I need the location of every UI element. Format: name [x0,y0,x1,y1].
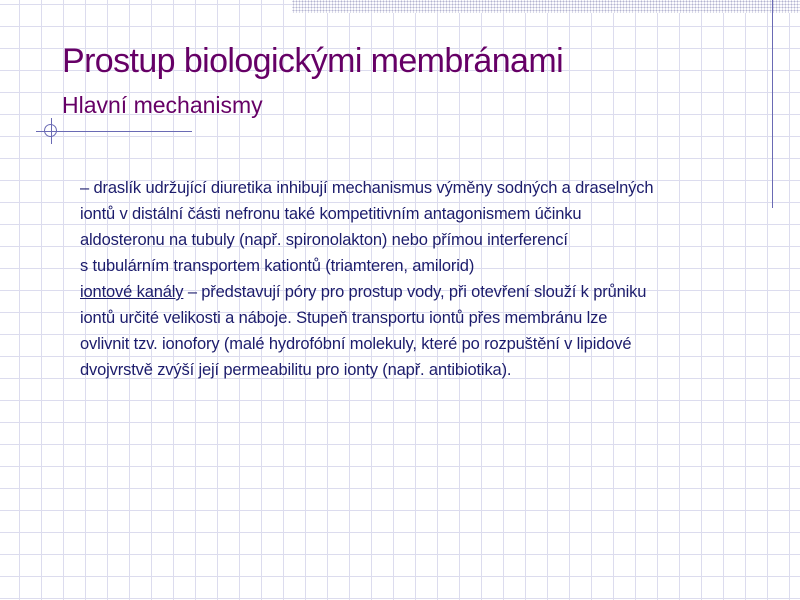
text-line: – draslík udržující diuretika inhibují mechanismus výměny sodných a draselných [80,179,654,197]
top-dotted-band [292,0,800,13]
text-line: iontů určité velikosti a náboje. Stupeň transportu iontů přes membránu lze [80,309,608,327]
slide-subtitle: Hlavní mechanismy [62,92,263,118]
paragraph-ion-channels [80,279,760,383]
text-segment: – představují póry pro prostup vody, při otevření slouží k průniku [183,283,647,301]
slide-title: Prostup biologickými membránami [62,42,564,80]
crosshair-ring-icon [44,124,57,137]
text-line: s tubulárním transportem kationtů (triamteren, amilorid) [80,257,475,275]
text-line: dvojvrstvě zvýší její permeabilitu pro ionty (např. antibiotika). [80,361,512,379]
text-line [80,279,760,305]
text-line: iontů v distální části nefronu také kompetitivním antagonismem účinku [80,205,582,223]
text-line: ovlivnit tzv. ionofory (malé hydrofóbní molekuly, které po rozpuštění v lipidové [80,335,632,353]
ion-channels-link[interactable]: iontové kanály [80,283,184,301]
slide-body [80,175,760,383]
paragraph-diuretics [80,175,760,279]
text-line: aldosteronu na tubuly (např. spironolakton) nebo přímou interferencí [80,231,568,249]
right-vertical-rule [772,0,773,208]
title-underline-rule [60,131,192,132]
